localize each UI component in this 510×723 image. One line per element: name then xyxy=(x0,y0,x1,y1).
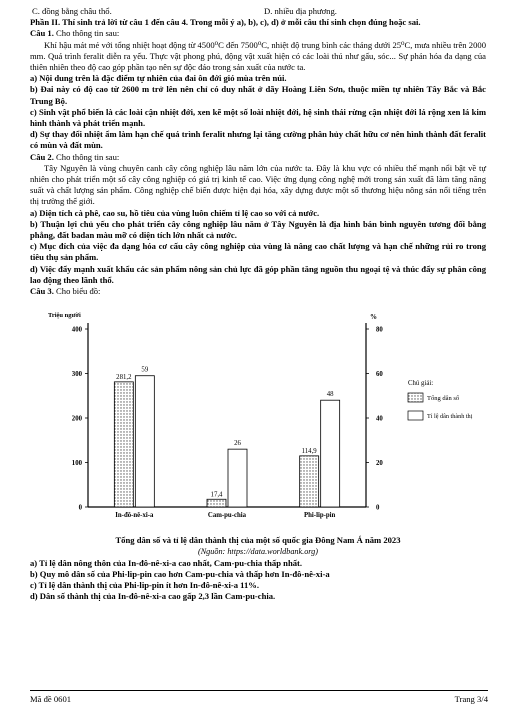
x-tick-label: Cam-pu-chia xyxy=(207,512,247,520)
tick-label-right: 20 xyxy=(376,460,383,468)
tick-label-right: 80 xyxy=(376,326,383,334)
chart-container xyxy=(30,299,486,535)
page-footer xyxy=(30,690,488,704)
bar-label-urban-rate: 26 xyxy=(234,440,241,448)
population-chart xyxy=(30,299,486,535)
q2-c: c) Mục đích của việc đa dạng hóa cơ cấu cây công nghiệp của vùng là nâng cao chất lượng và hạn chế những rủi ro trong tiêu thụ sản phẩm. xyxy=(30,241,486,263)
y-axis-left-label: Triệu người xyxy=(48,312,81,320)
q3-d: d) Dân số thành thị của In-đô-nê-xi-a cao gấp 2,3 lần Cam-pu-chia. xyxy=(30,591,276,602)
q1-title: Câu 1. Cho thông tin sau: xyxy=(30,28,120,39)
tick-label-left: 400 xyxy=(71,326,82,334)
x-tick-label: Phi-lip-pin xyxy=(303,512,336,520)
legend-label-urban-rate: Tỉ lệ dân thành thị xyxy=(427,413,473,421)
bar-label-population: 281,2 xyxy=(116,374,132,382)
q2-a: a) Diện tích cà phê, cao su, hồ tiêu của vùng luôn chiếm tỉ lệ cao so với cả nước. xyxy=(30,207,320,218)
prev-options-row xyxy=(30,6,486,17)
exam-page xyxy=(30,6,486,603)
bar-urban-rate xyxy=(321,400,340,507)
chart-caption: Tổng dân số và tỉ lệ dân thành thị của một số quốc gia Đông Nam Á năm 2023 xyxy=(115,535,401,546)
legend-title: Chú giải: xyxy=(408,380,434,388)
bar-label-population: 114,9 xyxy=(301,448,317,456)
q1-b: b) Đai này có độ cao từ 2600 m trở lên nên chỉ có duy nhất ở dãy Hoàng Liên Sơn, thuộc miền tự nhiên Tây Bắc và Bắc Trung Bộ. xyxy=(30,84,486,106)
q3-c: c) Tỉ lệ dân thành thị của Phi-lip-pin ít hơn In-đô-nê-xi-a 11%. xyxy=(30,580,260,591)
option-c: C. đồng bằng châu thổ. xyxy=(32,6,112,16)
y-axis-right-label: % xyxy=(370,313,377,322)
q2-info: Tây Nguyên là vùng chuyên canh cây công nghiệp lâu năm lớn của nước ta. Đây là khu vực có nhiều thế mạnh nổi bật về tự nhiên cho phát triển một số cây công nghiệp có giá trị kinh tế cao. Việc ứng dụng công nghệ mới trong sản xuất đã làm tăng năng suất và chất lượng sản phẩm. Công nghiệp chế biến được hiện đại hóa, xây dựng được một số thương hiệu nông sản nổi tiếng trên thị trường thế giới. xyxy=(30,162,486,207)
legend-swatch-population xyxy=(408,393,423,402)
q1-d: d) Sự thay đổi nhiệt ẩm làm hạn chế quá trình feralit nhưng lại tăng cường phân hủy chất hữu cơ nên hình thành đất feralit có mùn và đất mùn. xyxy=(30,129,486,151)
tick-label-right: 60 xyxy=(376,371,383,379)
bar-label-population: 17,4 xyxy=(210,491,223,499)
option-d: D. nhiều địa phương. xyxy=(264,6,337,16)
legend-label-population: Tổng dân số xyxy=(427,395,460,403)
tick-label-left: 0 xyxy=(78,504,82,512)
bar-label-urban-rate: 59 xyxy=(141,367,149,375)
q3-title: Câu 3. Cho biểu đồ: xyxy=(30,286,101,297)
tick-label-right: 40 xyxy=(376,415,383,423)
bar-urban-rate xyxy=(135,376,154,507)
part2-header: Phần II. Thí sinh trả lời từ câu 1 đến câu 4. Trong mỗi ý a), b), c), d) ở mỗi câu thí sinh chọn đúng hoặc sai. xyxy=(30,17,421,28)
q1-c: c) Sinh vật phổ biến là các loài cận nhiệt đới, xen kẽ một số loài nhiệt đới, hệ sinh thái rừng cận nhiệt đới lá rộng xen lá kim hình thành và phát triển mạnh. xyxy=(30,106,486,129)
tick-label-right: 0 xyxy=(376,504,380,512)
q3-a: a) Tỉ lệ dân nông thôn của In-đô-nê-xi-a cao nhất, Cam-pu-chia thấp nhất. xyxy=(30,557,303,568)
q2-d: d) Việc đẩy mạnh xuất khẩu các sản phẩm nông sản chủ lực đã góp phần tăng nguồn thu ngoại tệ và thúc đẩy sự phân công lao động theo lãnh thổ. xyxy=(30,263,486,285)
page-number: Trang 3/4 xyxy=(454,694,488,704)
bar-population xyxy=(300,456,319,507)
bar-urban-rate xyxy=(228,449,247,507)
tick-label-left: 200 xyxy=(71,415,82,423)
q2-title: Câu 2. Cho thông tin sau: xyxy=(30,151,120,162)
x-tick-label: In-đô-nê-xi-a xyxy=(115,512,154,520)
bar-label-urban-rate: 48 xyxy=(326,391,334,399)
q2-b: b) Thuận lợi chủ yếu cho phát triển cây công nghiệp lâu năm ở Tây Nguyên là địa hình bán bình nguyên tương đối bằng phẳng, đất badan màu mỡ có diện tích lớn nhất cả nước. xyxy=(30,218,486,241)
tick-label-left: 100 xyxy=(71,460,82,468)
q1-info: Khí hậu mát mẻ với tổng nhiệt hoạt động từ 4500⁰C đến 7500⁰C, nhiệt độ trung bình các tháng dưới 25⁰C, mưa nhiều trên 2000 mm. Quá trình feralit diễn ra yếu. Thực vật phong phú, động vật xuất hiện có các loài thú như gấu, sóc... Sự phản hóa đa dạng của thiên nhiên theo độ cao góp phần tạo nên sự độc đáo trong sản xuất của nước ta. xyxy=(30,39,486,73)
legend-swatch-urban-rate xyxy=(408,411,423,420)
q1-a: a) Nội dung trên là đặc điểm tự nhiên của đai ôn đới gió mùa trên núi. xyxy=(30,73,287,84)
bar-population xyxy=(114,382,133,507)
chart-source: (Nguồn: https://data.worldbank.org) xyxy=(197,547,318,557)
exam-code: Mã đề 0601 xyxy=(30,694,72,704)
q3-b: b) Quy mô dân số của Phi-lip-pin cao hơn Cam-pu-chia và thấp hơn In-đô-nê-xi-a xyxy=(30,568,330,579)
tick-label-left: 300 xyxy=(71,371,82,379)
bar-population xyxy=(207,500,226,508)
